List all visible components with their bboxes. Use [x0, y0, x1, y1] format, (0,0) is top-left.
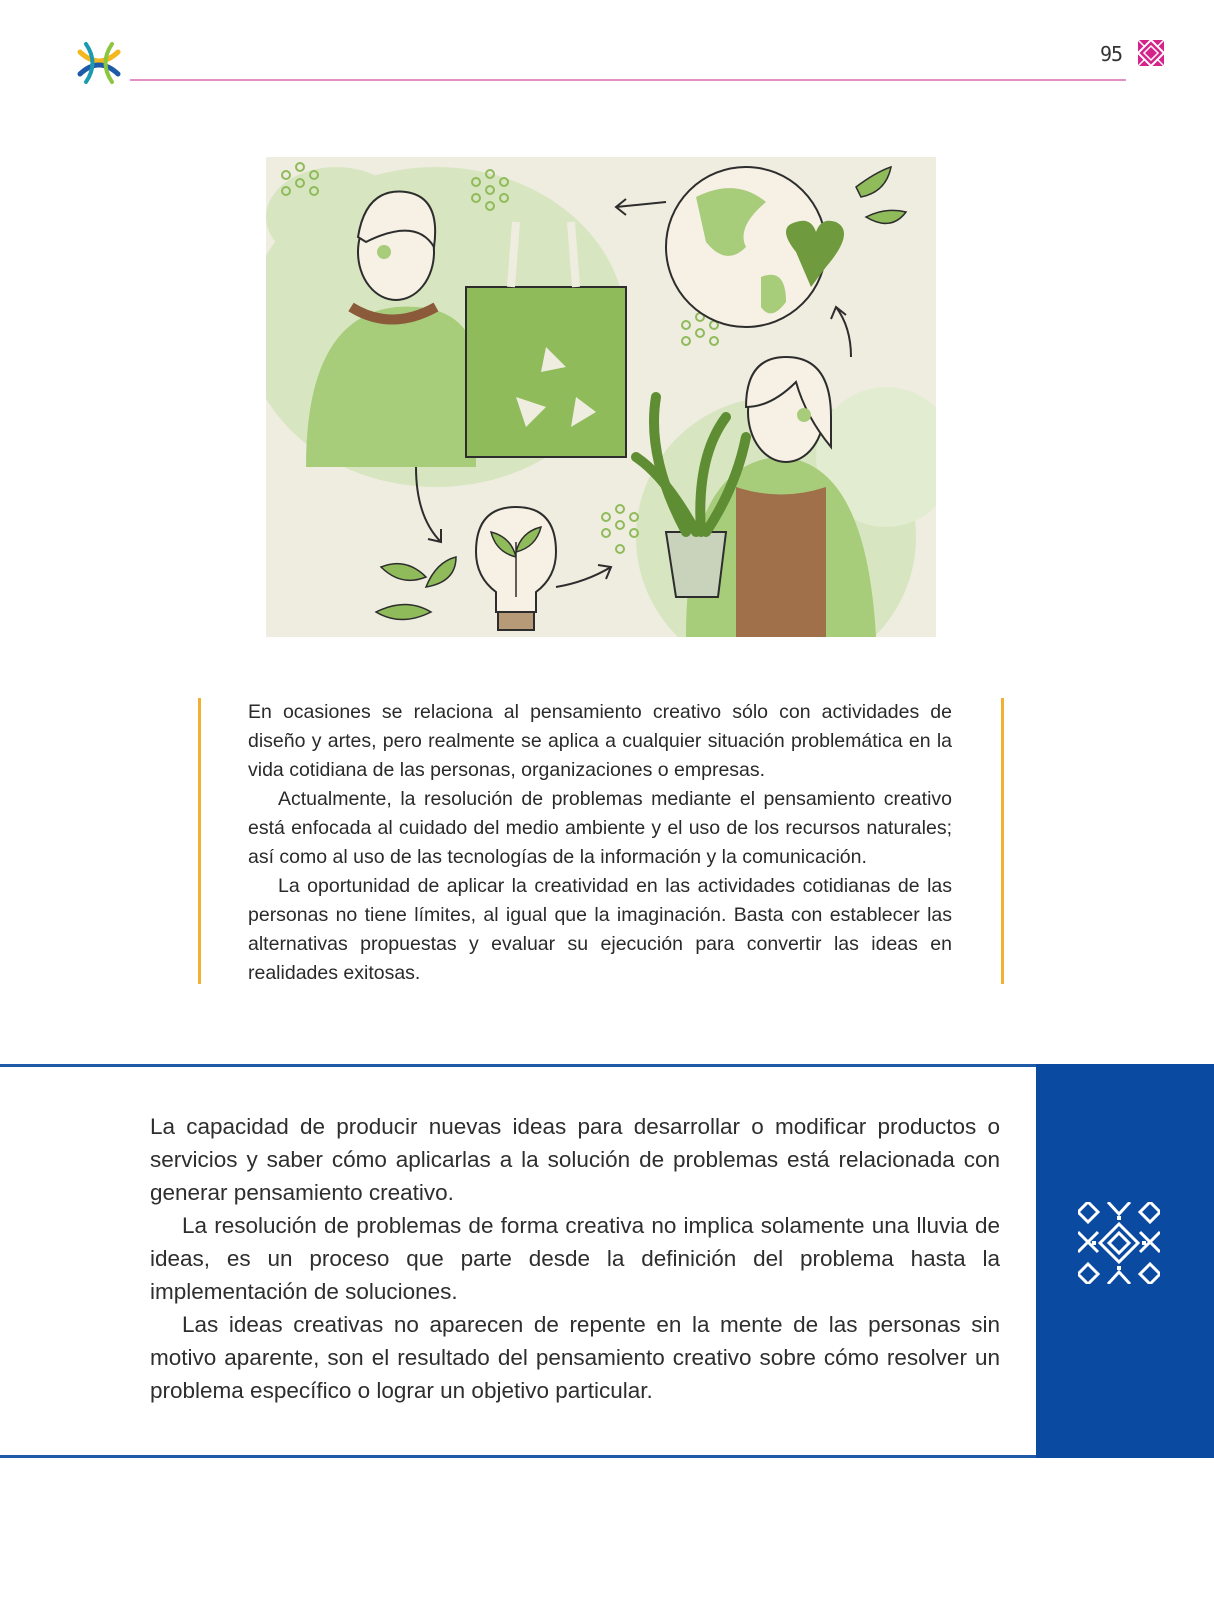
quote-paragraph: En ocasiones se relaciona al pensamiento creativo sólo con actividades de diseño y artes, pero realmente se aplica a cualquier situación problemática en la vida cotidiana de las personas, organizaciones o empresas. — [248, 701, 952, 781]
side-panel — [1036, 1064, 1214, 1458]
quote-text — [248, 698, 952, 988]
body-paragraph: La capacidad de producir nuevas ideas para desarrollar o modificar productos o servicios y saber cómo aplicarlas a la solución de problemas está relacionada con generar pensamiento creativo. — [150, 1114, 1000, 1205]
book-logo-icon — [76, 40, 122, 86]
main-text — [150, 1110, 1000, 1407]
quote-block — [198, 698, 1004, 984]
quote-bar-left — [198, 698, 201, 984]
body-paragraph: La resolución de problemas de forma creativa no implica solamente una lluvia de ideas, es un proceso que parte desde la definición del problema hasta la implementación de soluciones. — [150, 1213, 1000, 1304]
body-paragraph: Las ideas creativas no aparecen de repente en la mente de las personas sin motivo aparente, son el resultado del pensamiento creativo sobre cómo resolver un problema específico o lograr un objetivo particular. — [150, 1312, 1000, 1403]
woven-pattern-icon — [1078, 1202, 1160, 1284]
header-rule — [130, 79, 1126, 81]
quote-paragraph: La oportunidad de aplicar la creatividad en las actividades cotidianas de las personas no tiene límites, al igual que la imaginación. Basta con establecer las alternativas propuestas y evaluar su ejecución para convertir las ideas en realidades exitosas. — [248, 875, 952, 984]
page-number: 95 — [1100, 42, 1123, 66]
section-rule-top — [0, 1064, 1036, 1067]
section-rule-bottom — [0, 1455, 1036, 1458]
page-ornament-icon — [1138, 40, 1164, 66]
quote-paragraph: Actualmente, la resolución de problemas mediante el pensamiento creativo está enfocada al cuidado del medio ambiente y el uso de los recursos naturales; así como al uso de las tecnologías de la información y la comunicación. — [248, 788, 952, 868]
quote-bar-right — [1001, 698, 1004, 984]
sustainability-illustration — [266, 157, 936, 637]
